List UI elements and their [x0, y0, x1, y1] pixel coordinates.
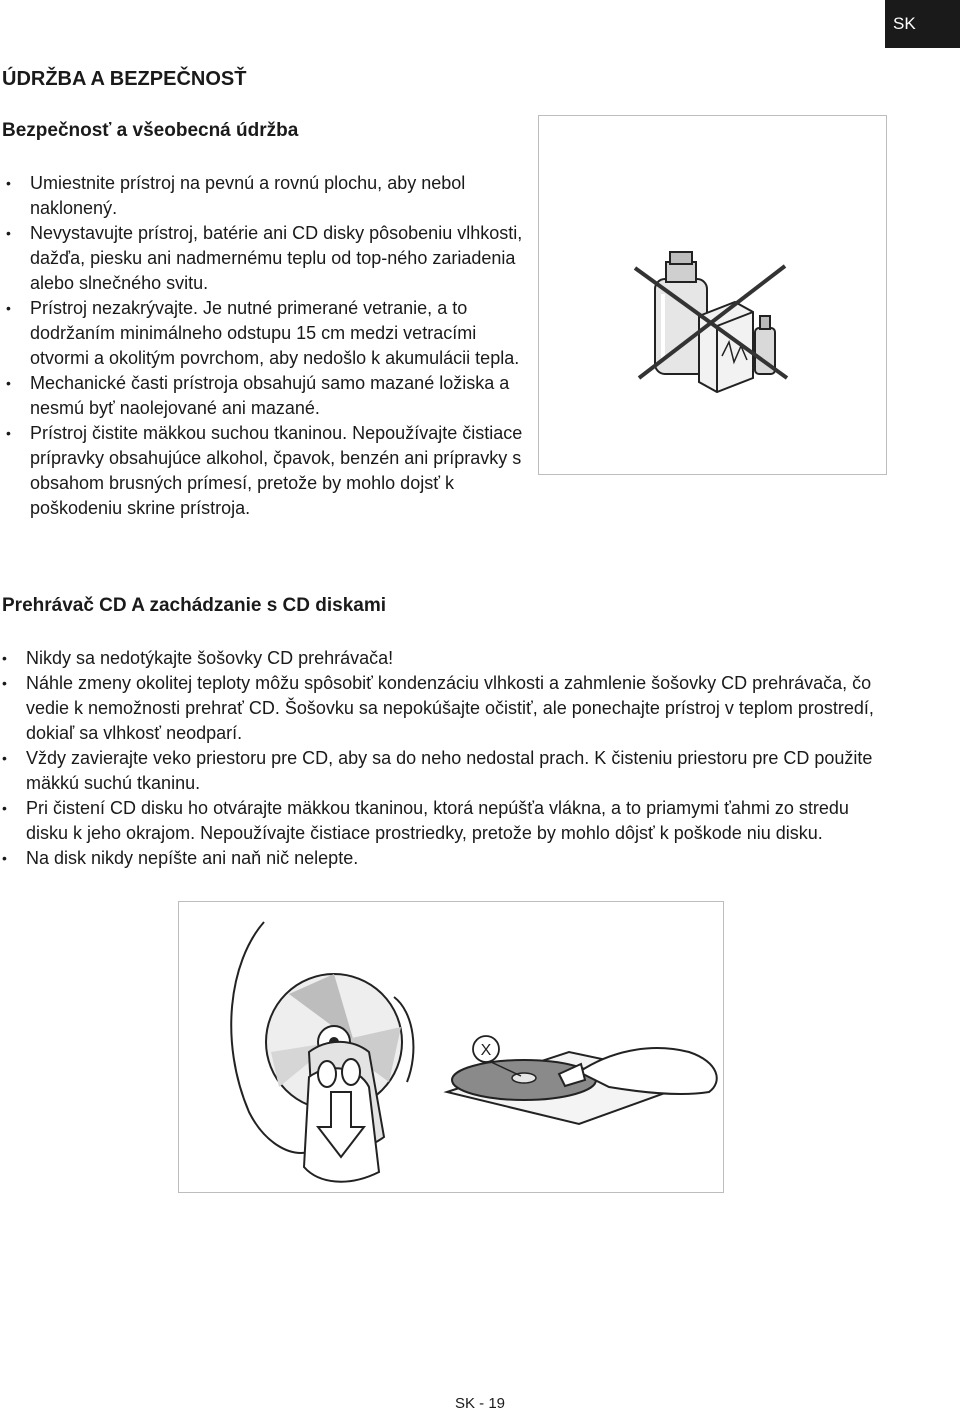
list-item: • Nikdy sa nedotýkajte šošovky CD prehrávača!	[0, 646, 895, 671]
list-item: • Prístroj nezakrývajte. Je nutné primerané vetranie, a to dodržaním minimálneho odstupu 15 cm medzi vetracími otvormi a okolitým povrchom, aby nedošlo k akumulácii tepla.	[4, 296, 530, 371]
list-item: • Umiestnite prístroj na pevnú a rovnú plochu, aby nebol naklonený.	[4, 171, 530, 221]
wrong-mark: X	[480, 1042, 492, 1059]
section-title-cd: Prehrávač CD A zachádzanie s CD diskami	[2, 595, 387, 616]
list-item: • Nevystavujte prístroj, batérie ani CD disky pôsobeniu vlhkosti, dažďa, piesku ani nadmernému teplu od top-ného zariadenia alebo slnečného svitu.	[4, 221, 530, 296]
list-item: • Mechanické časti prístroja obsahujú samo mazané ložiska a nesmú byť naolejované ani mazané.	[4, 371, 530, 421]
list-item: • Prístroj čistite mäkkou suchou tkaninou. Nepoužívajte čistiace prípravky obsahujúce alkohol, čpavok, benzén ani prípravky s obsahom brusných prímesí, pretože by mohlo dojsť k poškodeniu skrine prístroja.	[4, 421, 530, 521]
page-number: SK - 19	[454, 1395, 506, 1412]
no-chemicals-figure	[538, 115, 887, 475]
cd-list	[0, 646, 895, 871]
list-item: • Náhle zmeny okolitej teploty môžu spôsobiť kondenzáciu vlhkosti a zahmlenie šošovky CD prehrávača, čo vedie k nemožnosti prehrať CD. Šošovku sa nepokúšajte očistiť, ale ponechajte prístroj v teplom prostredí, dokiaľ sa vlhkosť neodparí.	[0, 671, 895, 746]
crossed-chemicals-illustration	[539, 116, 886, 474]
cd-handling-figure	[178, 901, 724, 1193]
safety-list	[4, 171, 530, 521]
list-item: • Vždy zavierajte veko priestoru pre CD, aby sa do neho nedostal prach. K čisteniu priestoru pre CD použite mäkkú suchú tkaninu.	[0, 746, 895, 796]
page-title: ÚDRŽBA A BEZPEČNOSŤ	[2, 68, 247, 90]
list-item: • Na disk nikdy nepíšte ani naň nič nelepte.	[0, 846, 895, 871]
section-title-safety: Bezpečnosť a všeobecná údržba	[2, 120, 299, 141]
cd-cleaning-illustration	[179, 902, 723, 1192]
list-item: • Pri čistení CD disku ho otvárajte mäkkou tkaninou, ktorá nepúšťa vlákna, a to priamymi ťahmi zo stredu disku k jeho okrajom. Nepoužívajte čistiace prostriedky, pretože by mohlo dôjsť k poškode niu disku.	[0, 796, 895, 846]
language-tab: SK	[885, 0, 960, 48]
